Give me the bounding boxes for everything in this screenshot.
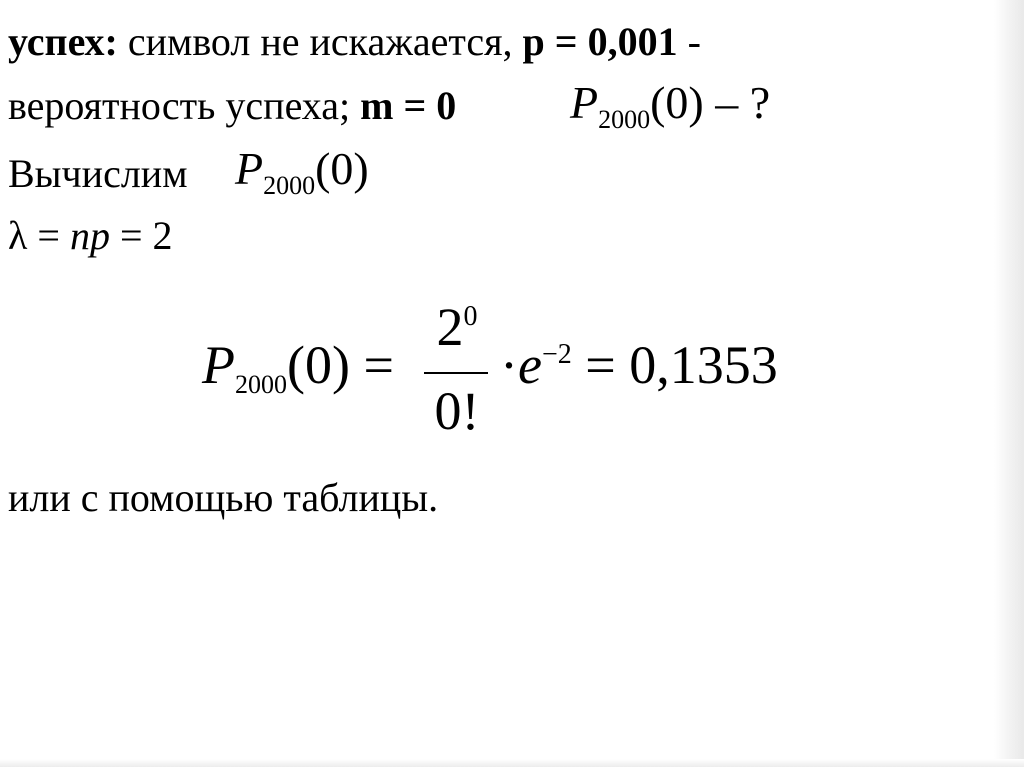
fraction-bar bbox=[424, 372, 488, 374]
lambda-symbol: λ bbox=[8, 213, 28, 258]
p-symbol: P bbox=[202, 335, 235, 395]
compute-label: Вычислим bbox=[8, 151, 188, 196]
success-label: успех: bbox=[8, 19, 118, 64]
e-symbol: e bbox=[517, 335, 542, 395]
question-mark: – ? bbox=[703, 77, 771, 128]
p-argument: (0) bbox=[650, 77, 704, 128]
compute-probability-expression bbox=[235, 142, 369, 200]
lambda-equation bbox=[8, 213, 173, 258]
p-index: 2000 bbox=[263, 171, 316, 200]
formula-lhs bbox=[202, 334, 394, 399]
formula-rhs bbox=[500, 334, 778, 396]
np-product: np bbox=[69, 213, 110, 258]
p-argument: (0) bbox=[287, 335, 350, 395]
success-description: символ не искажается, bbox=[117, 19, 523, 64]
problem-statement-line-2 bbox=[8, 83, 457, 128]
p-index: 2000 bbox=[235, 370, 287, 399]
formula-result: = 0,1353 bbox=[571, 335, 778, 395]
problem-statement-line-1 bbox=[8, 19, 701, 64]
multiply-dot: · bbox=[500, 335, 518, 395]
e-exponent: −2 bbox=[541, 339, 572, 370]
fraction-numerator bbox=[422, 296, 492, 358]
dash: - bbox=[677, 19, 701, 64]
equals-sign: = bbox=[27, 213, 70, 258]
m-parameter: m = 0 bbox=[360, 83, 457, 128]
numerator-base: 2 bbox=[436, 297, 464, 357]
question-probability-expression bbox=[570, 76, 771, 134]
p-symbol: P bbox=[570, 77, 599, 128]
equals-sign: = bbox=[349, 335, 394, 395]
numerator-exponent: 0 bbox=[463, 301, 478, 332]
fraction-denominator: 0! bbox=[434, 381, 480, 441]
p-argument: (0) bbox=[315, 143, 369, 194]
probability-parameter: p = 0,001 bbox=[522, 19, 678, 64]
p-index: 2000 bbox=[598, 105, 651, 134]
probability-description: вероятность успеха; bbox=[8, 83, 361, 128]
lambda-value: = 2 bbox=[109, 213, 173, 258]
slide-bottom-edge bbox=[0, 759, 1024, 767]
p-symbol: P bbox=[235, 143, 264, 194]
slide-right-edge bbox=[994, 0, 1024, 767]
table-note: или с помощью таблицы. bbox=[8, 475, 439, 520]
poisson-formula bbox=[202, 296, 802, 446]
